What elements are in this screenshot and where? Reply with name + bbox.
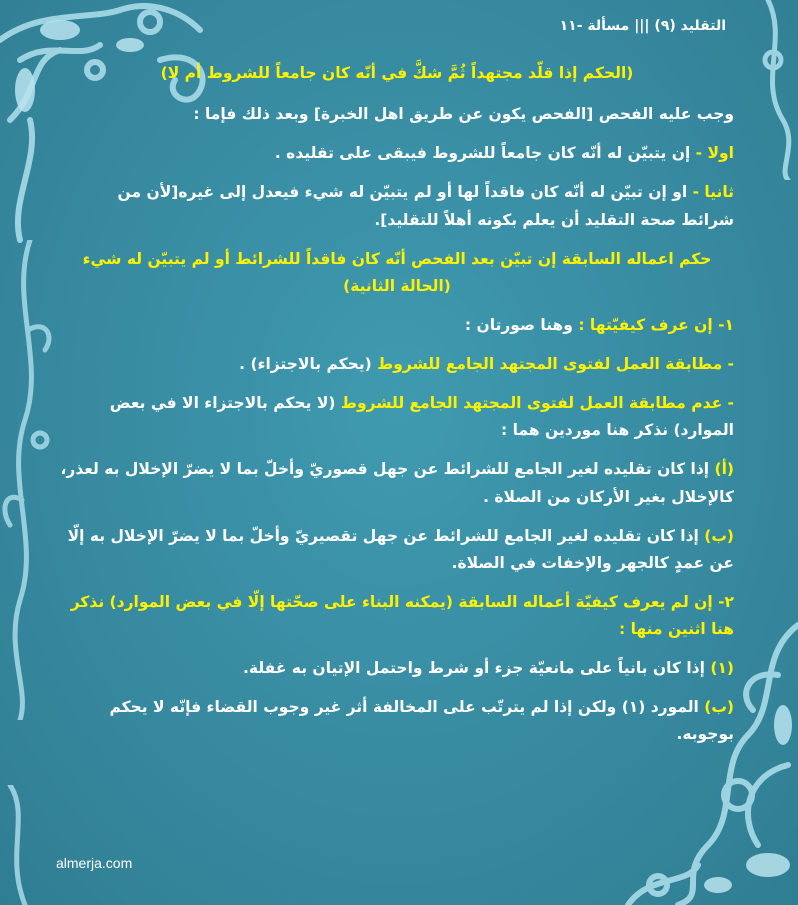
case-n2-text: المورد (١) ولكن إذا لم يترتّب على المخالفة أثر غير وجوب القضاء فإنّه لا يحكم بوجوبه. xyxy=(109,698,734,744)
paragraph-second xyxy=(60,179,734,233)
point-b-text: إذا كان تقليده لغير الجامع للشرائط عن جهل تقصيريّ وأخلّ بما لا يضرّ الإخلال به إلّا عن عمدٍ كالجهر والإخفات في الصلاة. xyxy=(67,526,734,572)
point-b xyxy=(60,523,734,577)
slide-content xyxy=(60,60,734,761)
second-lead: ثانيا - xyxy=(692,183,734,202)
site-watermark: almerja.com xyxy=(56,855,133,871)
point-b-lead: (ب) xyxy=(704,526,734,545)
case-one xyxy=(60,351,734,378)
sub-heading: حكم اعماله السابقة إن تبيّن بعد الفحص أنّه كان فاقداً للشرائط أو لم يتبيّن له شيء (الحالة الثانية) xyxy=(82,249,712,295)
slide-title: التقليد (٩) ||| مسألة -١١ xyxy=(559,18,726,34)
item-two-text: (يمكنه البناء على صحّتها إلّا في بعض الموارد) نذكر هنا اثنين منها : xyxy=(70,592,734,638)
case-n1-text: إذا كان بانياً على مانعيّة جزء أو شرط واحتمل الإتيان به غفلة. xyxy=(243,659,711,678)
first-text: إن يتبيّن له أنّه كان جامعاً للشروط فيبقى على تقليده . xyxy=(274,144,696,163)
case-n2-lead: (ب) xyxy=(704,698,734,717)
case-one-text: (يحكم بالاجتزاء) . xyxy=(239,355,378,373)
top-right-ornament xyxy=(728,0,798,180)
item-one xyxy=(60,312,734,339)
case-n2 xyxy=(60,694,734,748)
item-one-text: وهنا صورتان : xyxy=(464,315,579,334)
item-two xyxy=(60,589,734,643)
case-n1-lead: (١) xyxy=(710,659,734,678)
paragraph-intro: وجب عليه الفحص [الفحص يكون عن طريق اهل الخبرة] وبعد ذلك فإما : xyxy=(193,105,734,124)
point-a-text: إذا كان تقليده لغير الجامع للشرائط عن جهل قصوريّ وأخلّ بما لا يضرّ الإخلال به لعذر، كالإخلال بغير الأركان من الصلاة . xyxy=(60,460,734,506)
case-two-lead: - عدم مطابقة العمل لفتوى المجتهد الجامع للشروط xyxy=(340,394,734,413)
case-two xyxy=(60,390,734,444)
item-two-lead: ٢- إن لم يعرف كيفيّة أعماله السابقة xyxy=(458,592,734,611)
point-a xyxy=(60,456,734,510)
case-two-text: (لا يحكم بالاجتزاء الا في بعض الموارد) نذكر هنا موردين هما : xyxy=(109,394,734,440)
second-text: او إن تبيّن له أنّه كان فاقداً لها أو لم يتبيّن له شيء فيعدل إلى غيره[لأن من شرائط صحة التقليد أن يعلم بكونه أهلاً للتقليد]. xyxy=(117,183,734,229)
paragraph-first xyxy=(60,140,734,167)
case-one-lead: - مطابقة العمل لفتوى المجتهد الجامع للشروط xyxy=(377,355,734,373)
first-lead: اولا - xyxy=(695,144,734,163)
bottom-left-ornament xyxy=(0,785,60,905)
case-n1 xyxy=(60,655,734,682)
main-heading: (الحكم إذا قلّد مجتهداً ثُمَّ شكَّ في أنّه كان جامعاً للشروط أم لا) xyxy=(160,64,634,82)
point-a-lead: (أ) xyxy=(714,460,734,479)
item-one-lead: ١- إن عرف كيفيّتها : xyxy=(578,315,734,334)
